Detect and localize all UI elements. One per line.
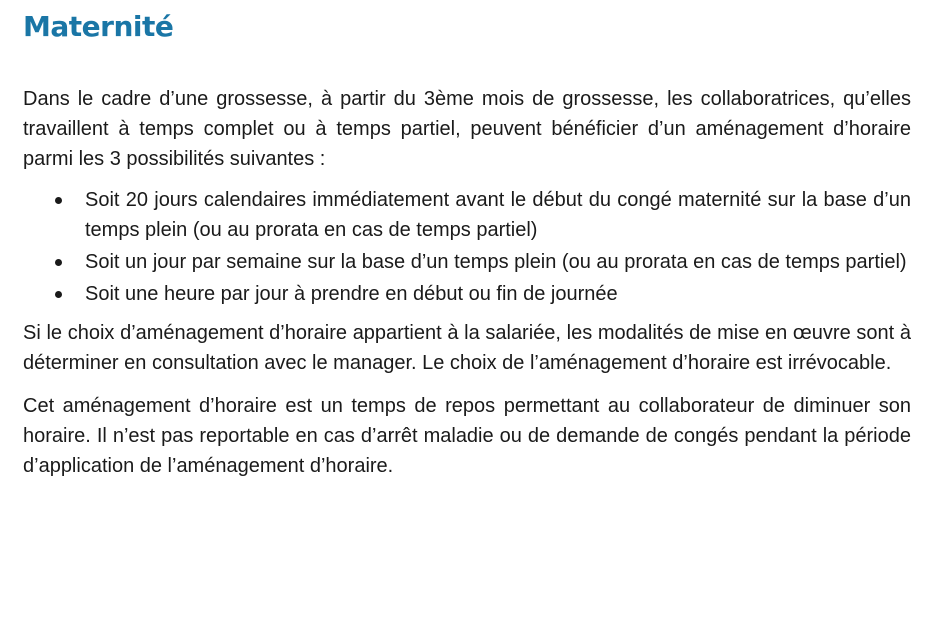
bullet-icon — [55, 259, 62, 266]
choice-paragraph: Si le choix d’aménagement d’horaire appartient à la salariée, les modalités de mise en œuvre sont à déterminer en consultation avec le manager. Le choix de l’aménagement d’horaire est irrévocable. — [23, 322, 911, 374]
bullet-icon — [55, 291, 62, 298]
page-title: Maternité — [23, 10, 174, 43]
list-item-text: Soit un jour par semaine sur la base d’un temps plein (ou au prorata en cas de temps partiel) — [85, 251, 907, 273]
intro-paragraph: Dans le cadre d’une grossesse, à partir du 3ème mois de grossesse, les collaboratrices, qu’elles travaillent à temps complet ou à temps partiel, peuvent bénéficier d’un aménagement d’horaire parmi les 3 possibilités suivantes : — [23, 88, 911, 170]
list-item — [85, 247, 911, 277]
document-page — [23, 8, 911, 481]
list-item — [85, 279, 911, 309]
rest-paragraph: Cet aménagement d’horaire est un temps de repos permettant au collaborateur de diminuer son horaire. Il n’est pas reportable en cas d’arrêt maladie ou de demande de congés pendant la période d’application de l’aménagement d’horaire. — [23, 395, 911, 477]
list-item — [85, 185, 911, 245]
list-item-text: Soit une heure par jour à prendre en début ou fin de journée — [85, 283, 618, 305]
options-list — [23, 185, 911, 309]
bullet-icon — [55, 197, 62, 204]
list-item-text: Soit 20 jours calendaires immédiatement avant le début du congé maternité sur la base d’un temps plein (ou au prorata en cas de temps partiel) — [85, 189, 911, 241]
